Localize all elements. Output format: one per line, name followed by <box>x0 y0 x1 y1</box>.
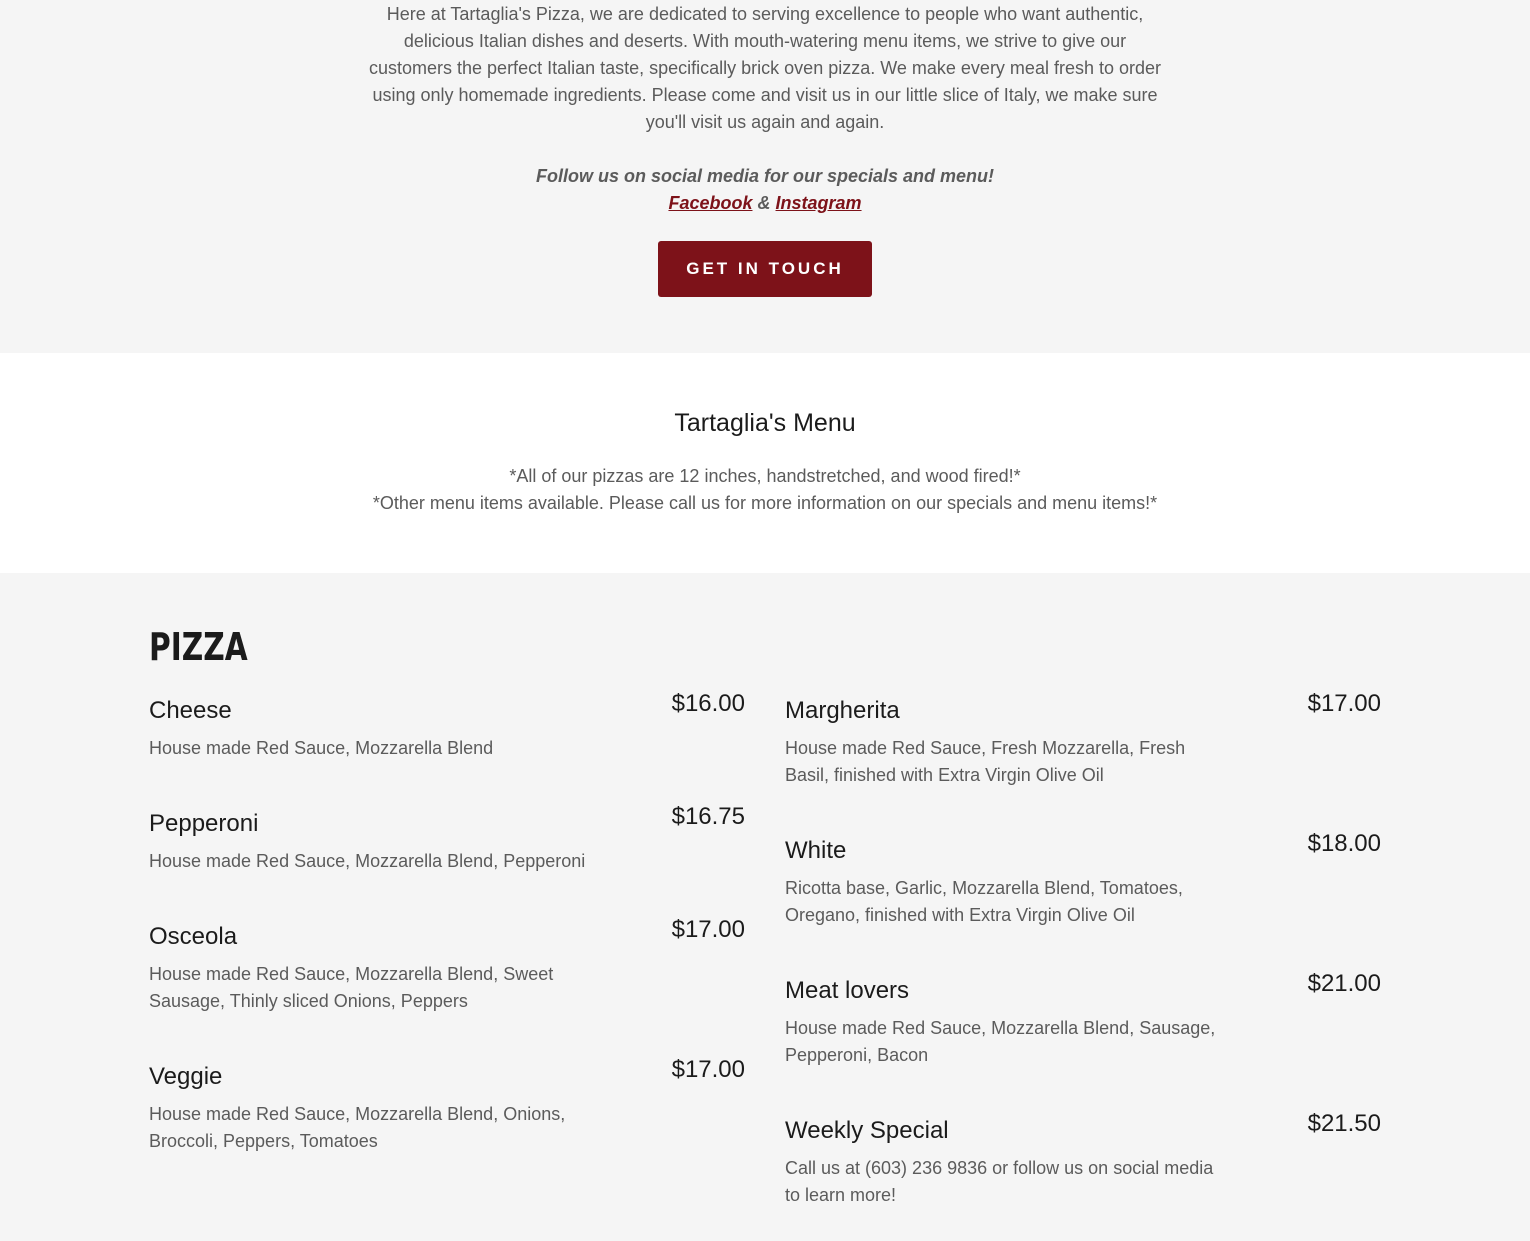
item-description: House made Red Sauce, Mozzarella Blend, Sausage, Pepperoni, Bacon <box>785 1018 1216 1065</box>
item-price: $18.00 <box>1307 830 1381 857</box>
item-description: House made Red Sauce, Mozzarella Blend, Onions, Broccoli, Peppers, Tomatoes <box>149 1104 566 1151</box>
item-name: Margherita <box>785 697 900 724</box>
item-price: $16.00 <box>671 690 745 717</box>
facebook-link[interactable]: Facebook <box>668 193 753 213</box>
instagram-link[interactable]: Instagram <box>775 193 862 213</box>
item-price: $17.00 <box>671 1056 745 1083</box>
item-name: Cheese <box>149 697 232 724</box>
menu-item <box>149 803 745 921</box>
pizza-column-right <box>785 690 1381 1215</box>
menu-item <box>785 830 1381 975</box>
item-price: $17.00 <box>1307 690 1381 717</box>
menu-intro-section <box>0 353 1530 573</box>
item-name: Meat lovers <box>785 977 910 1004</box>
menu-note-1: *All of our pizzas are 12 inches, handstretched, and wood fired!* <box>509 466 1021 486</box>
pizza-section <box>0 573 1530 1241</box>
item-name: Pepperoni <box>149 810 259 837</box>
item-description: House made Red Sauce, Fresh Mozzarella, Fresh Basil, finished with Extra Virgin Olive Oil <box>785 738 1186 785</box>
menu-item <box>785 970 1381 1115</box>
item-description: House made Red Sauce, Mozzarella Blend, Sweet Sausage, Thinly sliced Onions, Peppers <box>149 964 554 1011</box>
social-follow <box>0 163 1530 217</box>
pizza-column-left <box>149 690 745 1201</box>
menu-item <box>785 690 1381 835</box>
item-name: Osceola <box>149 923 238 950</box>
item-price: $17.00 <box>671 916 745 943</box>
item-name: Veggie <box>149 1063 223 1090</box>
item-description: House made Red Sauce, Mozzarella Blend, Pepperoni <box>149 851 586 871</box>
pizza-heading: PIZZA <box>149 625 248 669</box>
about-section <box>0 0 1530 353</box>
item-description: Call us at (603) 236 9836 or follow us on social media to learn more! <box>785 1158 1214 1205</box>
social-links <box>0 190 1530 217</box>
item-price: $21.50 <box>1307 1110 1381 1137</box>
item-price: $21.00 <box>1307 970 1381 997</box>
item-description: House made Red Sauce, Mozzarella Blend <box>149 738 494 758</box>
menu-title: Tartaglia's Menu <box>674 409 856 437</box>
menu-note-2: *Other menu items available. Please call us for more information on our specials and menu items!* <box>372 493 1158 513</box>
menu-item <box>785 1110 1381 1215</box>
item-price: $16.75 <box>671 803 745 830</box>
item-description: Ricotta base, Garlic, Mozzarella Blend, Tomatoes, Oregano, finished with Extra Virgin Olive Oil <box>785 878 1183 925</box>
item-name: White <box>785 837 847 864</box>
menu-notes <box>0 463 1530 517</box>
menu-item <box>149 916 745 1061</box>
menu-item <box>149 1056 745 1201</box>
ampersand: & <box>757 193 771 213</box>
get-in-touch-button[interactable]: GET IN TOUCH <box>658 241 872 297</box>
follow-text: Follow us on social media for our specials and menu! <box>535 166 995 186</box>
item-name: Weekly Special <box>785 1117 949 1144</box>
about-text: Here at Tartaglia's Pizza, we are dedicated to serving excellence to people who want authentic, delicious Italian dishes and deserts. With mouth-watering menu items, we strive to give our customers the perfect Italian taste, specifically brick oven pizza. We make every meal fresh to order using only homemade ingredients. Please come and visit us in our little slice of Italy, we make sure you'll visit us again and again. <box>369 4 1161 132</box>
menu-item <box>149 690 745 808</box>
